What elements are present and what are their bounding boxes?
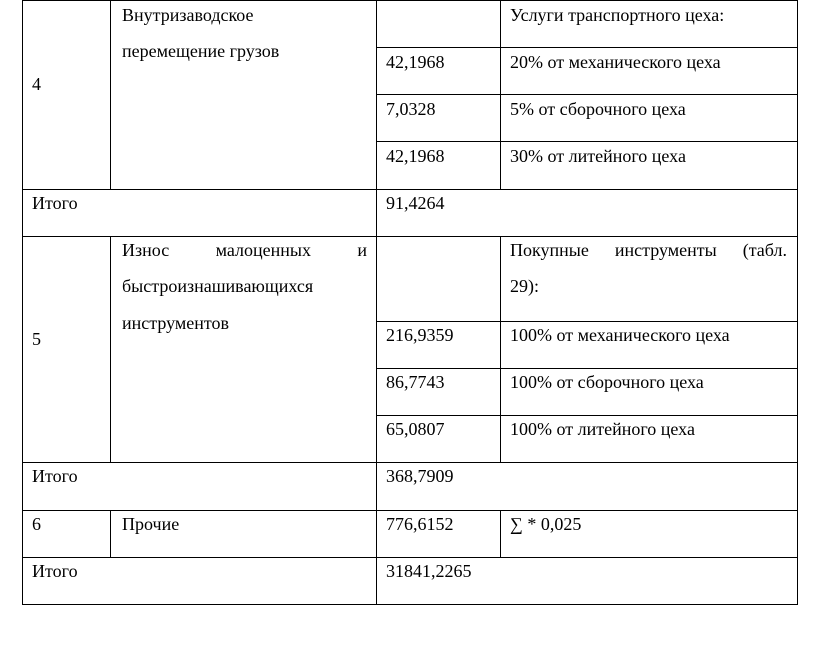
item-name-line: перемещение грузов <box>122 41 280 61</box>
row-value: 86,7743 <box>386 372 445 392</box>
row-note: 30% от литейного цеха <box>510 146 686 166</box>
row-note: ∑ * 0,025 <box>510 514 582 534</box>
row-value: 7,0328 <box>386 99 436 119</box>
row-note: 100% от механического цеха <box>510 325 730 345</box>
item-name-line: быстроизнашивающихся <box>122 276 314 296</box>
row-value: 42,1968 <box>386 146 445 166</box>
header-note: Покупные инструменты (табл. <box>510 240 787 260</box>
total-value: 91,4264 <box>386 193 445 213</box>
total-value: 31841,2265 <box>386 561 472 581</box>
row-note: 5% от сборочного цеха <box>510 99 686 119</box>
row-value: 776,6152 <box>386 514 454 534</box>
row-note: 100% от литейного цеха <box>510 419 695 439</box>
row-number: 6 <box>32 514 41 534</box>
item-name-line: Внутризаводское <box>122 5 254 25</box>
row-note: 20% от механического цеха <box>510 52 721 72</box>
row-value: 42,1968 <box>386 52 445 72</box>
cost-table <box>22 0 798 605</box>
total-label: Итого <box>32 466 78 486</box>
row-value: 216,9359 <box>386 325 454 345</box>
total-label: Итого <box>32 561 78 581</box>
header-note: Услуги транспортного цеха: <box>510 5 725 25</box>
header-note: 29): <box>510 276 539 296</box>
row-note: 100% от сборочного цеха <box>510 372 704 392</box>
total-value: 368,7909 <box>386 466 454 486</box>
row-value: 65,0807 <box>386 419 445 439</box>
row-number: 4 <box>32 74 41 94</box>
item-name-line: инструментов <box>122 313 230 333</box>
item-name-line: Прочие <box>122 514 180 534</box>
total-label: Итого <box>32 193 78 213</box>
item-name-line: Износ малоценных и <box>122 240 367 260</box>
row-number: 5 <box>32 329 41 349</box>
